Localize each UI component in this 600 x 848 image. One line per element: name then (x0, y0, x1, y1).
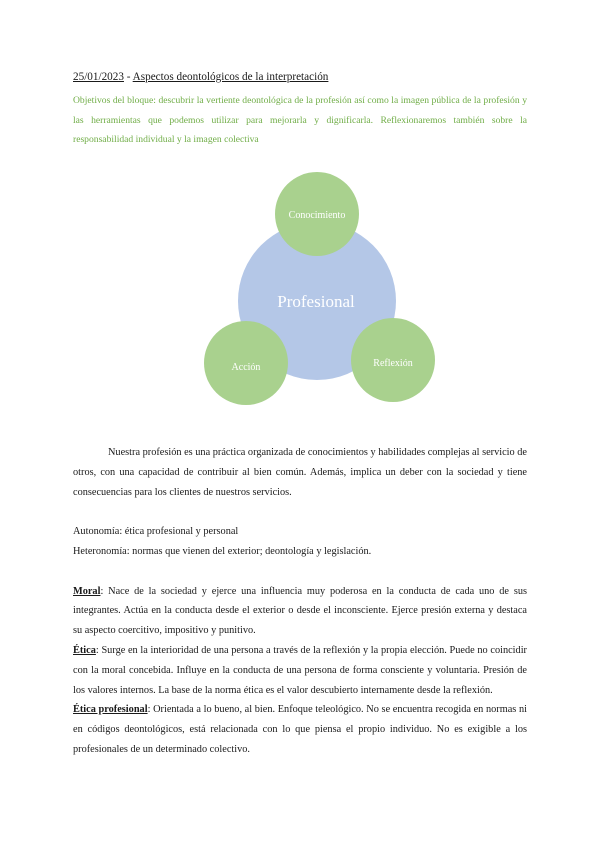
etica-paragraph (73, 641, 527, 700)
top-label: Conocimiento (288, 210, 346, 221)
etica-text: : Surge en la interioridad de una persona a través de la reflexión y la propia elección. Puede no coincidir con la moral concebida. Influye en la conducta de una persona de forma consciente y voluntaria. Presión de los valores internos. La base de la norma ética es el valor descubierto internamente desde la reflexión. (73, 644, 527, 696)
header-block (73, 70, 527, 150)
etica-label: Ética (73, 644, 96, 656)
moral-paragraph (73, 582, 527, 641)
objectives-text: Objetivos del bloque: descubrir la vertiente deontológica de la profesión así como la imagen pública de la profesión y las herramientas que podemos utilizar para mejorarla y dignificarla. Reflexionaremos también sobre la responsabilidad individual y la imagen colectiva (73, 95, 527, 145)
center-label: Profesional (277, 292, 355, 311)
heading-title: Aspectos deontológicos de la interpretación (132, 71, 329, 83)
intro-paragraph: Nuestra profesión es una práctica organizada de conocimientos y habilidades complejas al servicio de otros, con una capacidad de contribuir al bien común. Además, implica un deber con la sociedad y tiene consecuencias para los clientes de nuestros servicios. (73, 447, 527, 498)
body-text (73, 443, 527, 760)
etica-profesional-text: : Orientada a lo bueno, al bien. Enfoque teleológico. No se encuentra recogida en normas ni en códigos deontológicos, está relacionada con lo que piensa el propio individuo. No es exigible a los profesionales de un determinado colectivo. (73, 704, 527, 755)
right-label: Reflexión (373, 358, 413, 369)
heading-separator: - (123, 71, 133, 83)
etica-profesional-paragraph (73, 700, 527, 759)
left-label: Acción (231, 362, 261, 373)
diagram-svg (0, 168, 600, 413)
heading-date: 25/01/2023 (73, 71, 124, 83)
venn-diagram (0, 168, 600, 413)
autonomia-line: Autonomía: ética profesional y personal (73, 526, 239, 538)
heteronomia-line: Heteronomía: normas que vienen del exterior; deontología y legislación. (73, 545, 372, 557)
moral-text: : Nace de la sociedad y ejerce una influencia muy poderosa en la conducta de cada uno de sus integrantes. Actúa en la conducta desde el exterior o desde el inconsciente. Ejerce presión externa y destaca su aspecto coercitivo, impositivo y punitivo. (73, 585, 527, 637)
moral-label: Moral (73, 585, 101, 597)
page-heading (73, 70, 527, 85)
etica-profesional-label: Ética profesional (73, 704, 148, 716)
